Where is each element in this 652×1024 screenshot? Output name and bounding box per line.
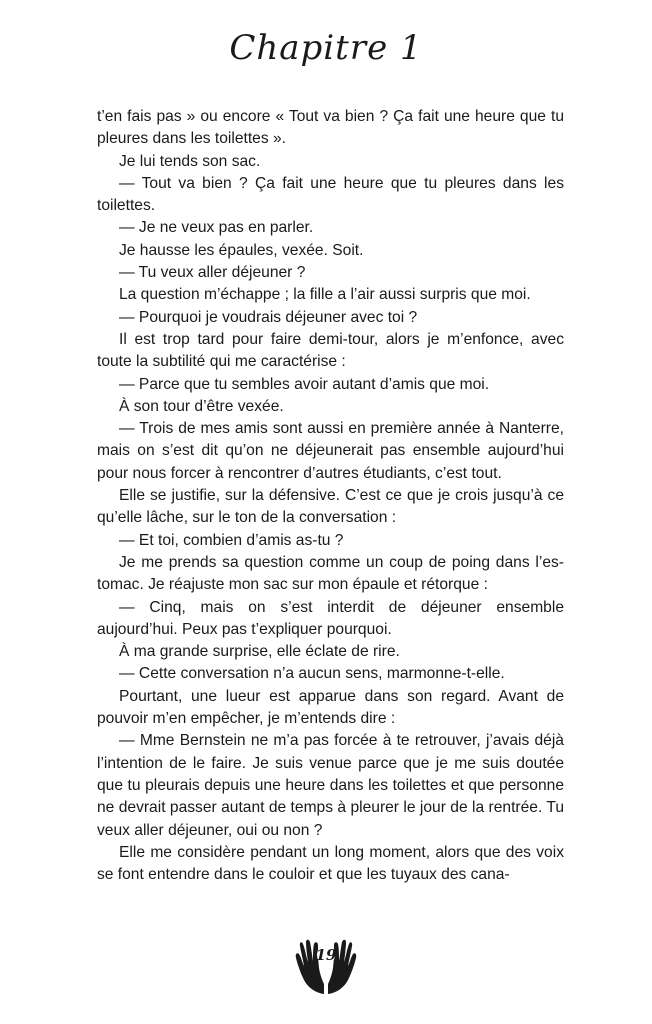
paragraph: Elle se justifie, sur la défensive. C’est ce que je crois jusqu’à ce qu’elle lâche, sur le ton de la conversation : (97, 487, 564, 527)
page-number: 19 (315, 946, 337, 964)
text-body (97, 106, 564, 886)
paragraph: Je hausse les épaules, vexée. Soit. (119, 241, 364, 259)
chapter-title: Chapitre 1 (229, 28, 423, 68)
paragraph: La question m’échappe ; la fille a l’air aussi surpris que moi. (119, 286, 531, 304)
paragraph: À son tour d’être vexée. (119, 397, 284, 415)
paragraph: — Mme Bernstein ne m’a pas forcée à te retrouver, j’avais déjà l’intention de le faire. Je suis venue parce que je me suis doutée que tu pleurais depuis une heure dans les toilettes et que personne ne devrait passer autant de temps à pleurer le jour de la rentrée. Tu veux aller déjeuner, oui ou non ? (97, 732, 564, 839)
paragraph: — Je ne veux pas en parler. (119, 219, 314, 237)
paragraph: Il est trop tard pour faire demi-tour, alors je m’enfonce, avec toute la subtilité qui me caractérise : (97, 330, 564, 371)
page-footer (0, 938, 652, 998)
paragraph: — Et toi, combien d’amis as-tu ? (119, 531, 344, 549)
paragraph: Je lui tends son sac. (119, 152, 261, 170)
paragraph: — Parce que tu sembles avoir autant d’amis que moi. (119, 375, 490, 393)
paragraph: — Tout va bien ? Ça fait une heure que tu pleures dans les toilettes. (97, 174, 564, 215)
paragraph: Pourtant, une lueur est apparue dans son regard. Avant de pouvoir m’en empêcher, je m’entends dire : (97, 687, 564, 728)
paragraph: — Trois de mes amis sont aussi en première année à Nanterre, mais on s’est dit qu’on ne déjeunerait pas ensemble aujourd’hui pour nous forcer à rencontrer d’autres étudiants, c’est tout. (97, 420, 564, 482)
paragraph: — Pourquoi je voudrais déjeuner avec toi ? (119, 308, 418, 326)
paragraph: t’en fais pas » ou encore « Tout va bien ? Ça fait une heure que tu pleures dans les toilettes ». (97, 108, 564, 148)
paragraph: — Cinq, mais on s’est interdit de déjeuner ensemble aujourd’hui. Peux pas t’expliquer pourquoi. (97, 598, 564, 638)
paragraph: — Tu veux aller déjeuner ? (119, 264, 306, 282)
paragraph: Je me prends sa question comme un coup de poing dans l’es-tomac. Je réajuste mon sac sur mon épaule et rétorque : (97, 553, 564, 594)
paragraph: Elle me considère pendant un long moment, alors que des voix se font entendre dans le couloir et que les tuyaux des cana- (97, 843, 564, 884)
paragraph: — Cette conversation n’a aucun sens, marmonne-t-elle. (119, 665, 505, 683)
paragraph: À ma grande surprise, elle éclate de rire. (119, 643, 400, 661)
